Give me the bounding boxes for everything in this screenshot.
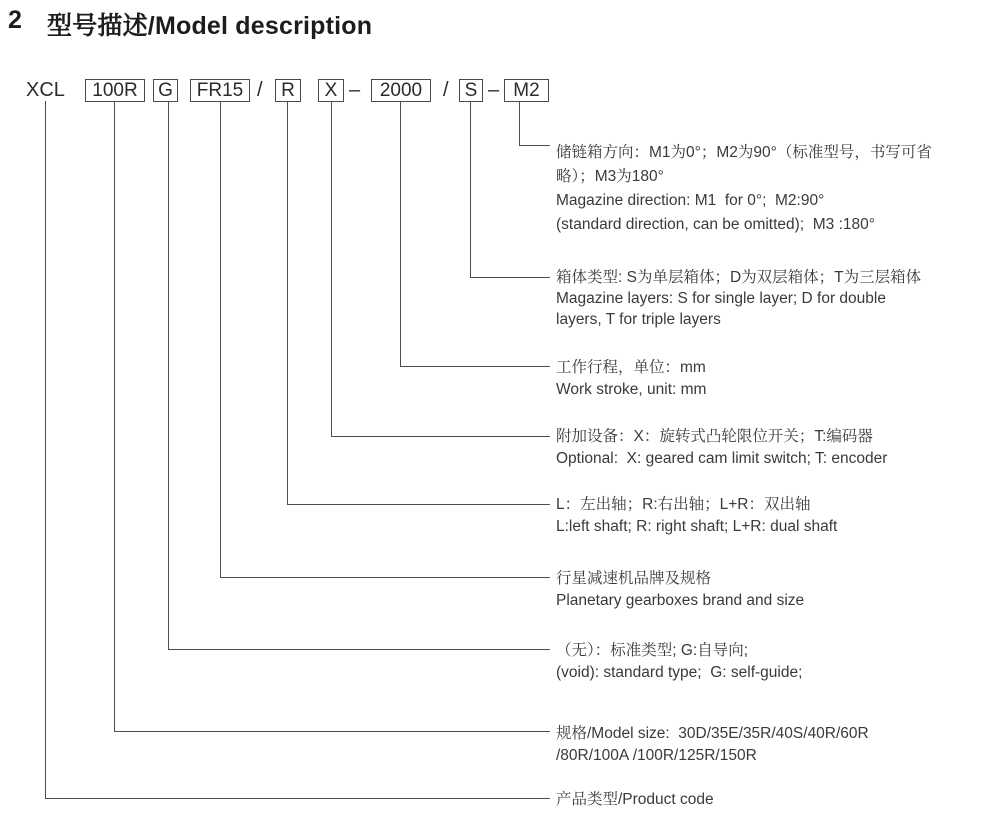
desc-line: 产品类型/Product code <box>556 791 714 808</box>
code-box-optional: X <box>318 79 344 102</box>
desc-line: Work stroke, unit: mm <box>556 381 707 398</box>
desc-line: 储链箱方向：M1为0°；M2为90°（标准型号，书写可省 <box>556 144 932 161</box>
code-box-shaft: R <box>275 79 301 102</box>
desc-line: /80R/100A /100R/125R/150R <box>556 747 757 764</box>
desc-work-stroke <box>556 357 706 401</box>
desc-line: L：左出轴；R:右出轴；L+R：双出轴 <box>556 496 811 513</box>
desc-line: 规格/Model size: 30D/35E/35R/40S/40R/60R <box>556 725 869 742</box>
desc-model-size <box>556 723 869 767</box>
section-number: 2 <box>8 6 22 34</box>
page-title <box>8 6 372 42</box>
code-separator-slash-1: / <box>257 79 263 101</box>
desc-line: （无）：标准类型; G:自导向; <box>556 642 749 659</box>
desc-line: layers, T for triple layers <box>556 311 721 328</box>
desc-gearbox-brand <box>556 568 804 612</box>
desc-line: 行星减速机品牌及规格 <box>556 570 712 587</box>
desc-line: 附加设备：X：旋转式凸轮限位开关；T:编码器 <box>556 428 873 445</box>
desc-line: Magazine direction: M1 for 0°; M2:90° <box>556 192 825 209</box>
desc-magazine-direction <box>556 141 932 237</box>
desc-guide-type <box>556 640 802 684</box>
desc-line: 略）；M3为180° <box>556 168 664 185</box>
desc-shaft-direction <box>556 494 837 538</box>
desc-line: Magazine layers: S for single layer; D for double <box>556 290 886 307</box>
desc-line: Optional: X: geared cam limit switch; T: encoder <box>556 450 888 467</box>
desc-line: Planetary gearboxes brand and size <box>556 592 805 609</box>
code-box-stroke: 2000 <box>371 79 431 102</box>
code-prefix: XCL <box>26 79 65 101</box>
desc-line: 箱体类型: S为单层箱体；D为双层箱体；T为三层箱体 <box>556 269 922 286</box>
desc-line: (standard direction, can be omitted); M3 :180° <box>556 216 875 233</box>
code-box-magazine-dir: M2 <box>504 79 549 102</box>
desc-line: 工作行程，单位：mm <box>556 359 706 376</box>
code-separator-slash-2: / <box>443 79 449 101</box>
desc-line: L:left shaft; R: right shaft; L+R: dual shaft <box>556 518 838 535</box>
code-box-layers: S <box>459 79 483 102</box>
desc-line: (void): standard type; G: self-guide; <box>556 664 803 681</box>
code-box-gearbox: FR15 <box>190 79 250 102</box>
code-separator-dash-2: – <box>488 79 500 101</box>
connector-product-code <box>45 101 550 799</box>
code-separator-dash-1: – <box>349 79 361 101</box>
desc-optional-devices <box>556 426 887 470</box>
code-box-guide-type: G <box>153 79 178 102</box>
section-title: 型号描述/Model description <box>47 12 373 40</box>
desc-product-code <box>556 789 714 811</box>
desc-magazine-layers <box>556 267 921 330</box>
code-box-model-size: 100R <box>85 79 145 102</box>
